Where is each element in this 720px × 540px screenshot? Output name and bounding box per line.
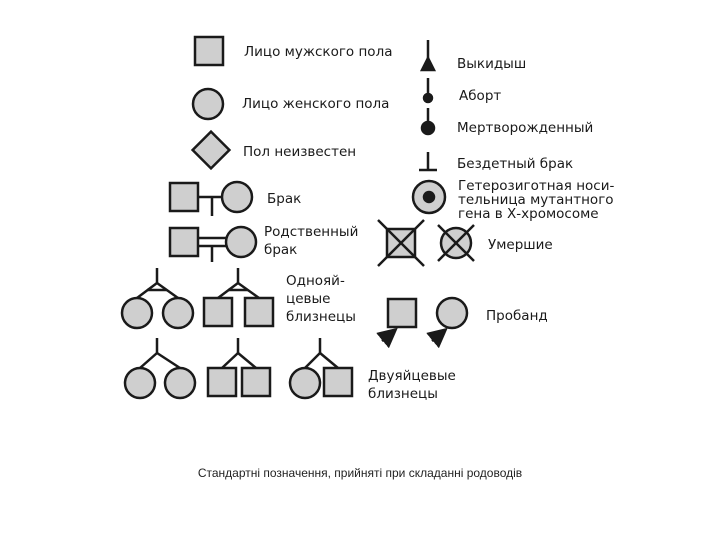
consanguineous-marriage-symbol <box>170 227 256 262</box>
mono-twins-label-line2: цевые <box>286 291 331 307</box>
monozygotic-twins-symbol <box>122 268 273 328</box>
carrier-symbol <box>413 181 445 213</box>
male-label: Лицо мужского пола <box>244 44 393 60</box>
deceased-symbol <box>378 220 474 266</box>
abortion-label: Аборт <box>459 88 502 104</box>
di-twins-label-line1: Двуяйцевые <box>368 368 456 384</box>
female-symbol <box>193 89 223 119</box>
consanguineous-label-line1: Родственный <box>264 224 359 240</box>
carrier-label-line3: гена в Х-хромосоме <box>458 206 599 222</box>
marriage-symbol <box>170 182 252 216</box>
figure-caption: Стандартні позначення, прийняті при складанні родоводів <box>197 466 523 480</box>
marriage-label: Брак <box>267 191 302 207</box>
dizygotic-twins-symbol <box>125 338 352 398</box>
male-symbol <box>195 37 223 65</box>
mono-twins-label-line1: Однояй- <box>286 273 345 289</box>
stillborn-symbol <box>422 108 434 134</box>
carrier-label-line2: тельница мутантного <box>458 192 614 208</box>
proband-symbol <box>382 298 467 341</box>
carrier-label-line1: Гетерозиготная носи- <box>458 178 615 194</box>
di-twins-label-line2: близнецы <box>368 386 438 402</box>
abortion-symbol <box>424 78 432 102</box>
stillborn-label: Мертворожденный <box>457 120 594 136</box>
miscarriage-label: Выкидыш <box>457 56 527 72</box>
childless-label: Бездетный брак <box>457 156 574 172</box>
consanguineous-label-line2: брак <box>264 242 298 258</box>
female-label: Лицо женского пола <box>242 96 390 112</box>
proband-label: Пробанд <box>486 308 548 324</box>
mono-twins-label-line3: близнецы <box>286 309 356 325</box>
unknown-sex-symbol <box>193 132 230 169</box>
childless-marriage-symbol <box>419 152 437 170</box>
miscarriage-symbol <box>422 40 434 70</box>
unknown-sex-label: Пол неизвестен <box>243 144 357 160</box>
deceased-label: Умершие <box>488 237 553 253</box>
